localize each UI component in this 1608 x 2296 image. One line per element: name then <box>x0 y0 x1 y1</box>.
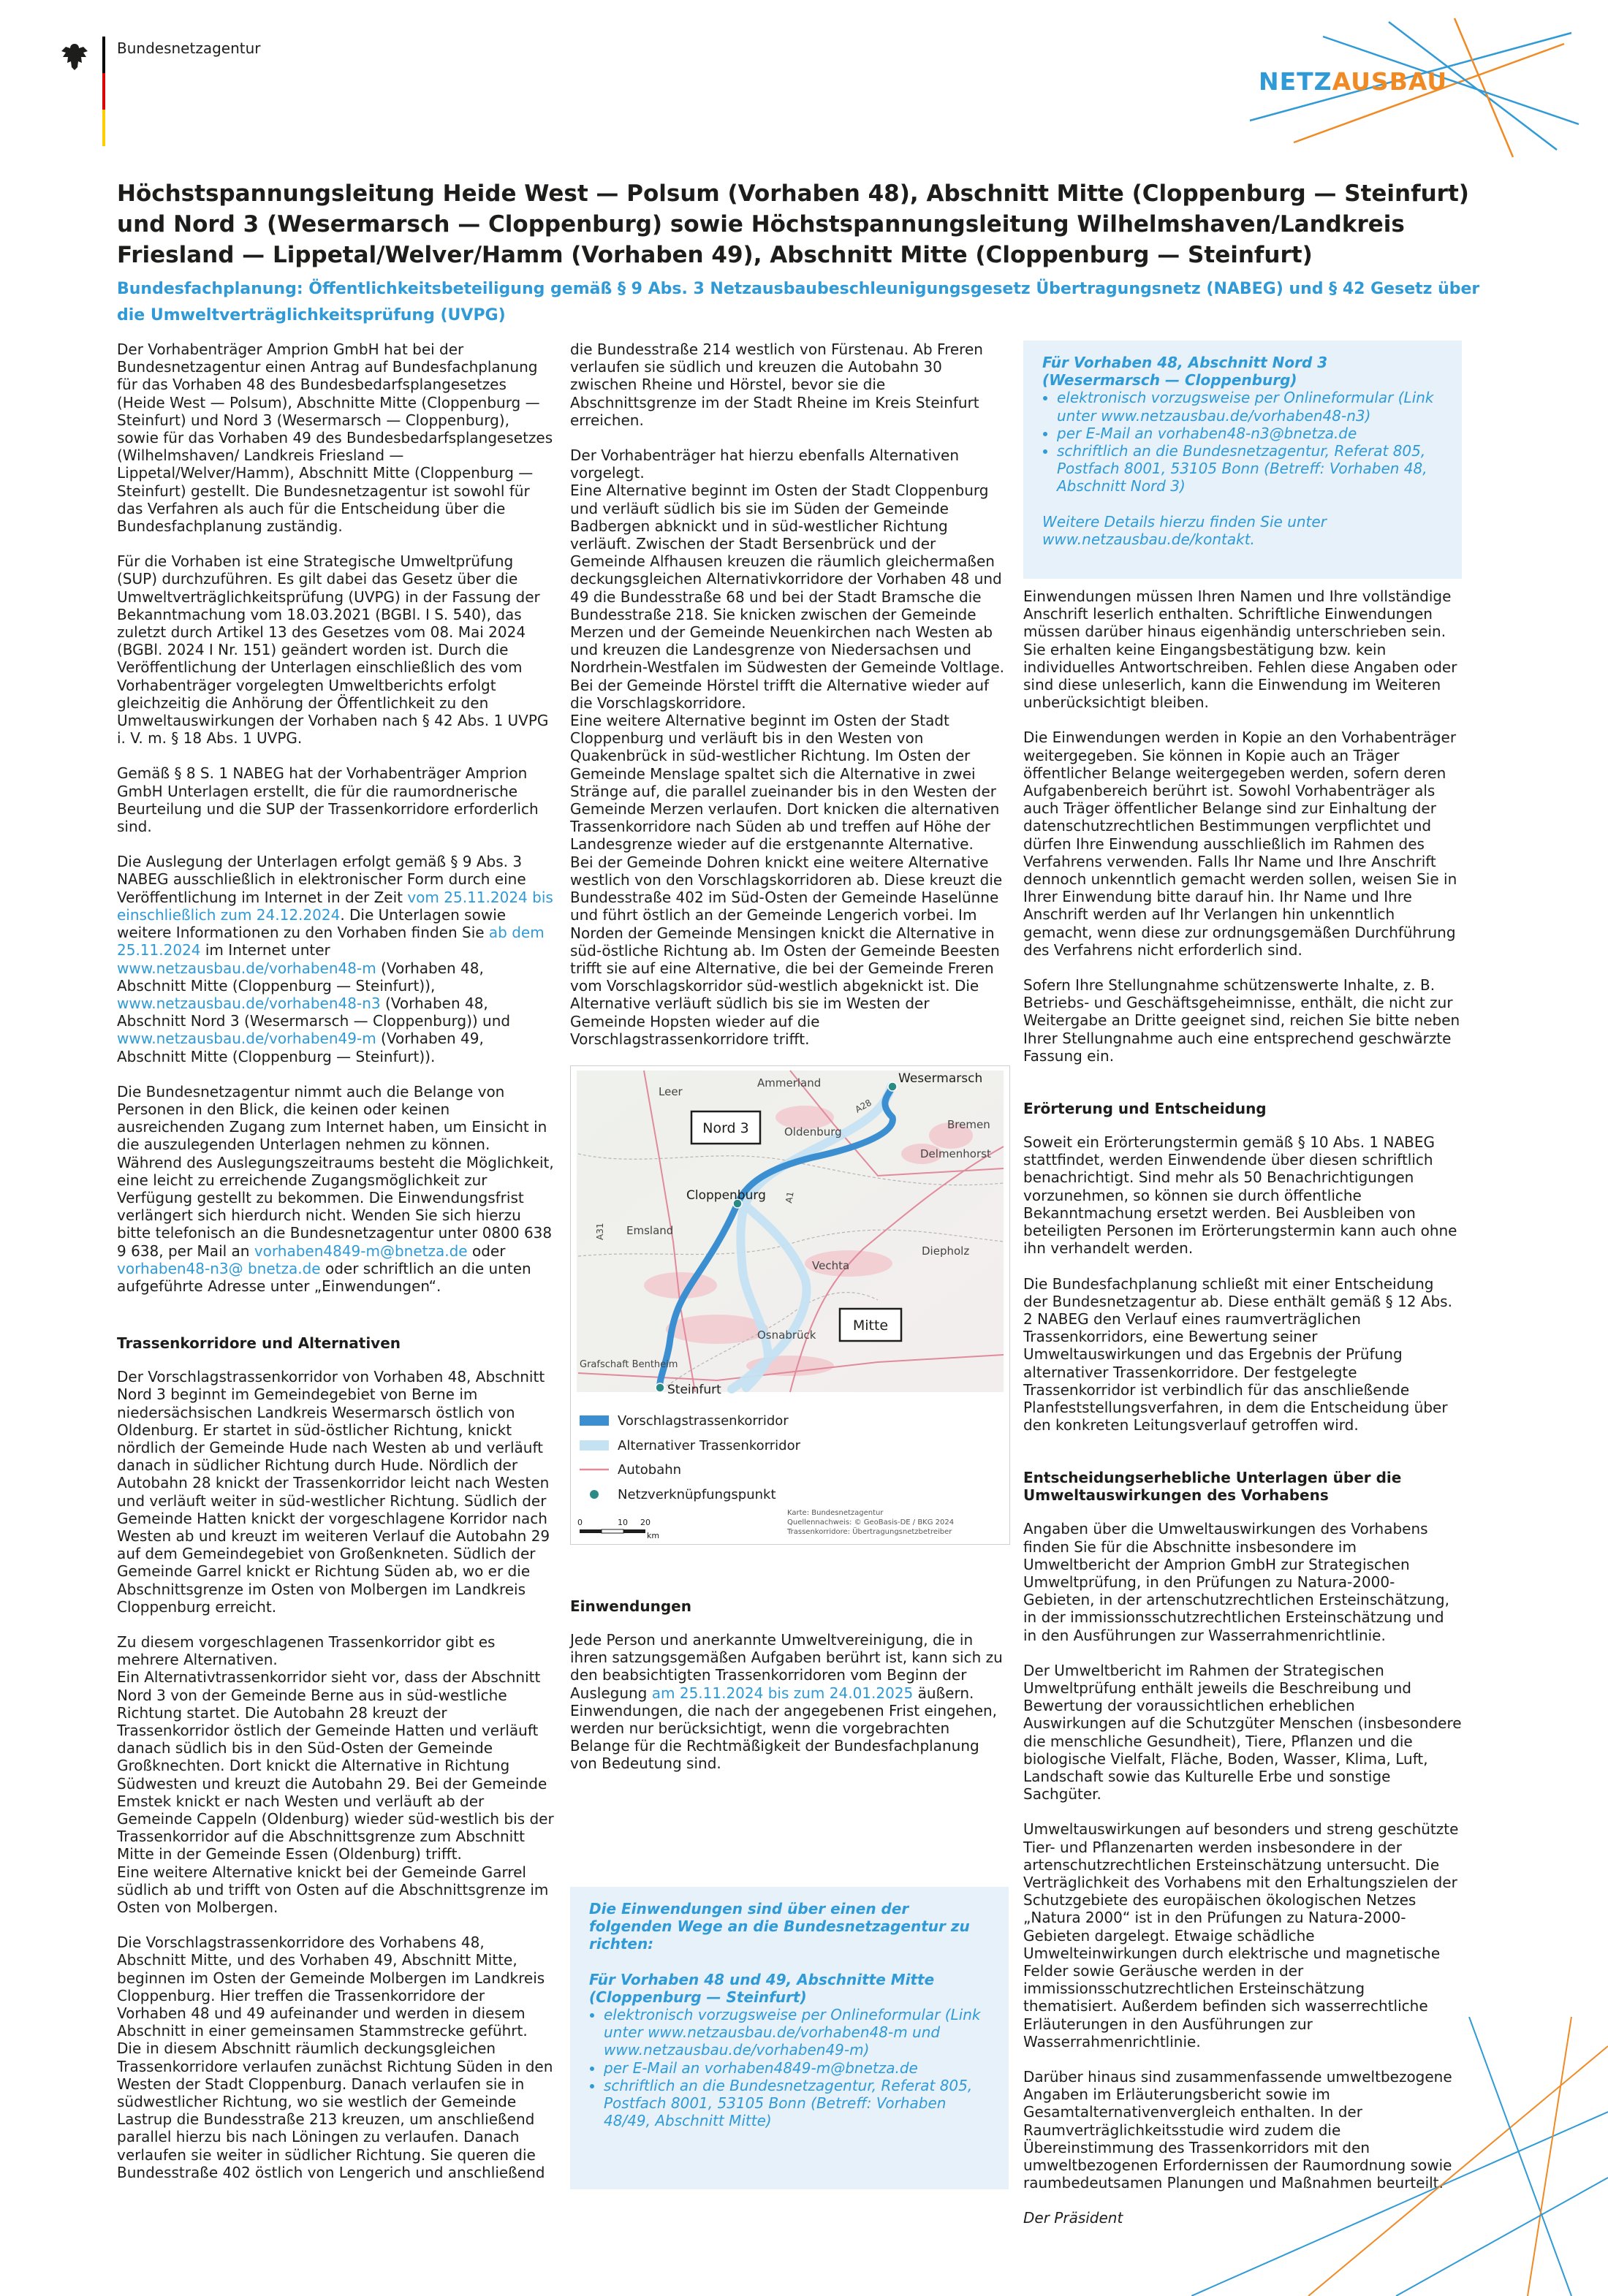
infobox-item-email[interactable]: • per E-Mail an vorhaben48-n3@bnetza.de <box>1057 425 1443 442</box>
section-label-nord3: Nord 3 <box>702 1120 749 1136</box>
page-subtitle: Bundesfachplanung: Öffentlichkeitsbeteiligung gemäß § 9 Abs. 3 Netzausbaubeschleunigungsgesetz Übertragungsnetz (NABEG) und § 42 Gesetz über die Umweltverträglichkeitsprüfung (UVPG) <box>117 280 1480 324</box>
label-a31: A31 <box>595 1223 605 1240</box>
col3-paragraph-4: Soweit ein Erörterungstermin gemäß § 10 Abs. 1 NABEG stattfindet, werden Einwendende über diesen schriftlich benachrichtigt. Sind mehr als 50 Benachrichtigungen vorzunehmen, so können sie durch öffentliche Bekanntmachung ersetzt werden. Bei Ausbleiben von beteiligten Personen im Erörterungstermin kann auch ohne ihn verhandelt werden. <box>1023 1133 1457 1258</box>
col2-paragraph-2: Der Vorhabenträger hat hierzu ebenfalls Alternativen vorgelegt. <box>570 446 960 482</box>
agency-header <box>58 37 261 146</box>
email-link-4849[interactable]: vorhaben4849-m@bnetza.de <box>254 1242 468 1260</box>
infobox-intro: Die Einwendungen sind über einen der folgenden Wege an die Bundesnetzagentur zu richten: <box>589 1900 970 1953</box>
col3-paragraph-3: Sofern Ihre Stellungnahme schützenswerte Inhalte, z. B. Betriebs- und Geschäftsgeheimnisse, enthält, die nicht zur Weitergabe an Dritte geeignet sind, reichen Sie bitte neben Ihrer Stellungnahme auch eine entsprechend geschwärzte Fassung ein. <box>1023 976 1460 1065</box>
col3-paragraph-7: Der Umweltbericht im Rahmen der Strategischen Umweltprüfung enthält jeweils die Beschreibung und Bewertung der voraussichtlichen erheblichen Auswirkungen auf die Schutzgüter Menschen (insbesondere die menschliche Gesundheit), Tiere, Pflanzen und die biologische Vielfalt, Fläche, Boden, Wasser, Klima, Luft, Landschaft sowie das Kulturelle Erbe und sonstige Sachgüter. <box>1023 1661 1462 1803</box>
svg-text:Karte: Bundesnetzagentur: Karte: Bundesnetzagentur <box>787 1509 884 1517</box>
col3-paragraph-5: Die Bundesfachplanung schließt mit einer Entscheidung der Bundesnetzagentur ab. Diese enthält gemäß § 12 Abs. 2 NABEG den Verlauf eines raumverträglichen Trassenkorridors, eine Bewertung seiner Umweltauswirkungen und das Ergebnis der Prüfung alternativer Trassenkorridore. Der festgelegte Trassenkorridor ist verbindlich für das anschließende Planfeststellungsverfahren, in dem die Entscheidung über den konkreten Leitungsverlauf getroffen wird. <box>1023 1274 1452 1434</box>
heading-einwendungen: Einwendungen <box>570 1597 691 1615</box>
svg-text:20: 20 <box>640 1518 651 1527</box>
col2-paragraph-3: Eine Alternative beginnt im Osten der Stadt Cloppenburg und verläuft südlich bis sie im Süden der Gemeinde Badbergen abknickt und in süd-westlicher Richtung verläuft. Zwischen der Stadt Bersenbrück und der Gemeinde Alfhausen kreuzen die räumlich gleichermaßen deckungsgleichen Alternativkorridore der Vorhaben 48 und 49 die Bundesstraße 68 und bei der Stadt Bramsche die Bundesstraße 218. Sie knicken zwischen der Gemeinde Merzen und der Gemeinde Neuenkirchen nach Westen ab und kreuzen die Landesgrenze von Niedersachsen und Nordrhein-Westfalen im Südwesten der Gemeinde Voltlage. Bei der Gemeinde Hörstel trifft die Alternative wieder auf die Vorschlagskorridore. <box>570 482 1005 712</box>
col2-paragraph-4: Eine weitere Alternative beginnt im Osten der Stadt Cloppenburg und verläuft bis in den Westen von Quakenbrück in süd-westlicher Richtung. Im Osten der Gemeinde Menslage spaltet sich die Alternative in zwei Stränge auf, die parallel zueinander bis in den Westen der Gemeinde Merzen verlaufen. Dort knicken die alternativen Trassenkorridore nach Süden ab und treffen auf Höhe der Landesgrenze wieder auf die erstgenannte Alternative. <box>570 712 1000 854</box>
svg-text:0: 0 <box>577 1518 583 1527</box>
trassen-paragraph-5: Die Vorschlagstrassenkorridore des Vorhabens 48, Abschnitt Mitte, und des Vorhaben 49, Abschnitt Mitte, beginnen im Osten der Gemeinde Molbergen im Landkreis Cloppenburg. Hier treffen die Trassenkorridore der Vorhaben 48 und 49 aufeinander und werden in diesem Abschnitt in einer gemeinsamen Stammstrecke geführt. Die in diesem Abschnitt räumlich deckungsgleichen Trassenkorridore verlaufen zunächst Richtung Süden in den Westen der Stadt Cloppenburg. Danach verlaufen sie in südwestlicher Richtung, wo sie westlich der Gemeinde Lastrup die Bundesstraße 213 kreuzen, um anschließend parallel hierzu bis nach Löningen zu verlaufen. Danach verlaufen sie weiter in südlicher Richtung. Sie queren die Bundesstraße 402 östlich von Lengerich und anschließend <box>117 1934 553 2181</box>
heading-unterlagen: Entscheidungserhebliche Unterlagen über die Umweltauswirkungen des Vorhabens <box>1023 1469 1402 1505</box>
german-flag-bar <box>102 37 105 146</box>
label-vechta: Vechta <box>812 1259 850 1272</box>
auslegung-start: ab dem 25.11.2024 <box>117 924 545 959</box>
infobox-heading: Für Vorhaben 48, Abschnitt Nord 3 (Wesermarsch — Cloppenburg) <box>1042 354 1328 389</box>
sup-paragraph: Für die Vorhaben ist eine Strategische Umweltprüfung (SUP) durchzuführen. Es gilt dabei das Gesetz über die Umweltverträglichkeitsprüfung (UVPG) in der Fassung der Bekanntmachung vom 18.03.2021 (BGBl. I S. 540), das zuletzt durch Artikel 13 des Gesetzes vom 08. Mai 2024 (BGBl. 2024 I Nr. 151) geändert worden ist. Durch die Veröffentlichung der Unterlagen einschließlich des vom Vorhabenträger vorgelegten Umweltberichts erfolgt gleichzeitig die Anhörung der Öffentlichkeit zu den Umweltauswirkungen der Vorhaben nach § 42 Abs. 1 UVPG i. V. m. § 18 Abs. 1 UVPG. <box>117 552 549 748</box>
legend-swatch-alternative <box>580 1440 609 1451</box>
infobox-item-online[interactable]: • elektronisch vorzugsweise per Onlineformular (Link unter www.netzausbau.de/vorhaben48-n3) <box>1057 389 1443 424</box>
decorative-lines-icon <box>1191 2017 1608 2296</box>
trassen-paragraph-3: Ein Alternativtrassenkorridor sieht vor, dass der Abschnitt Nord 3 von der Gemeinde Berne aus in süd-westliche Richtung startet. Die Autobahn 28 kreuzt der Trassenkorridor östlich der Gemeinde Hatten und verläuft danach südlich bis in den Süd-Osten der Gemeinde Großknechten. Dort knickt die Alternative in Richtung Südwesten und kreuzt die Autobahn 29. Bei der Gemeinde Emstek knickt er nach Westen und verläuft ab der Gemeinde Cappeln (Oldenburg) wieder süd-westlich bis der Trassenkorridor auf die Abschnittsgrenze zum Abschnitt Mitte in der Gemeinde Essen (Oldenburg) trifft. <box>117 1668 554 1863</box>
auslegung-period: vom 25.11.2024 bis einschließlich zum 24.12.2024 <box>117 888 553 924</box>
infobox-item-online[interactable]: • elektronisch vorzugsweise per Onlineformular (Link unter www.netzausbau.de/vorhaben48-m und www.netzausbau.de/vorhaben49-m) <box>604 2006 990 2059</box>
label-a1: A1 <box>784 1190 796 1204</box>
col2-paragraph-5: Bei der Gemeinde Dohren knickt eine weitere Alternative westlich von den Vorschlagskorridoren ab. Diese kreuzt die Bundesstraße 402 im Süd-Osten der Gemeinde Haselünne und führt östlich an der Gemeinde Lengerich vorbei. Im Norden der Gemeinde Mensingen knickt die Alternative in süd-östliche Richtung ab. Im Osten der Gemeinde Beesten trifft sie auf eine Alternative, die bei der Gemeinde Freren vom Vorschlagskorridor süd-westlich abgeknickt ist. Die Alternative verläuft südlich bis sie im Westen der Gemeinde Hopsten wieder auf die Vorschlagstrassenkorridore trifft. <box>570 853 1003 1048</box>
infobox-item-post: • schriftlich an die Bundesnetzagentur, Referat 805, Postfach 8001, 53105 Bonn (Betreff: Vorhaben 48, Abschnitt Nord 3) <box>1057 442 1443 495</box>
col3-paragraph-2: Die Einwendungen werden in Kopie an den Vorhabenträger weitergegeben. Sie können in Kopie auch an Träger öffentlicher Belange weitergegeben werden, sofern deren Aufgabenbereich berührt ist. Sowohl Vorhabenträger als auch Träger öffentlicher Belange sind zur Einhaltung der datenschutzrechtlichen Bestimmungen verpflichtet und dürfen Ihre Einwendung ausschließlich im Rahmen des Verfahrens verwenden. Falls Ihr Name und Ihre Anschrift dennoch unkenntlich gemacht werden sollen, weisen Sie in Ihrer Einwendung bitte darauf hin. Ihr Name und Ihre Anschrift werden auf Ihr Verlangen hin unkenntlich gemacht, wenn diese zur ordnungsgemäßen Durchführung des Verfahrens nicht erforderlich sind. <box>1023 729 1457 959</box>
label-steinfurt: Steinfurt <box>667 1383 721 1397</box>
access-paragraph: Die Bundesnetzagentur nimmt auch die Belange von Personen in den Blick, die keinen oder keinen ausreichenden Zugang zum Internet haben, um Einsicht in die auszulegenden Unterlagen nehmen zu können. Während des Auslegungszeitraums besteht die Möglichkeit, eine leicht zu erreichende Zugangsmöglichkeit zur Verfügung gestellt zu bekommen. Die Einwendungsfrist verlängert sich hierdurch nicht. Wenden Sie sich hierzu bitte telefonisch an die Bundesnetzagentur unter 0800 638 9 638, per Mail an vorhaben4849-m@bnetza.de oder vorhaben48-n3@ bnetza.de oder schriftlich an die unten aufgeführte Adresse unter „Einwendungen“. <box>117 1082 554 1295</box>
label-grafschaft: Grafschaft Bentheim <box>580 1359 678 1370</box>
legend-label-proposed: Vorschlagstrassenkorridor <box>618 1413 789 1429</box>
column-2 <box>570 341 1009 1065</box>
section-label-mitte: Mitte <box>852 1318 889 1334</box>
auslegung-paragraph: Die Auslegung der Unterlagen erfolgt gemäß § 9 Abs. 3 NABEG ausschließlich in elektronischer Form durch eine Veröffentlichung im Internet in der Zeit vom 25.11.2024 bis einschließlich zum 24.12.2024. Die Unterlagen sowie weitere Informationen zu den Vorhaben finden Sie ab dem 25.11.2024 im Internet unter www.netzausbau.de/vorhaben48-m (Vorhaben 48, Abschnitt Mitte (Cloppenburg — Steinfurt)), www.netzausbau.de/vorhaben48-n3 (Vorhaben 48, Abschnitt Nord 3 (Wesermarsch — Cloppenburg)) und www.netzausbau.de/vorhaben49-m (Vorhaben 49, Abschnitt Mitte (Cloppenburg — Steinfurt)). <box>117 853 553 1065</box>
label-a28: A28 <box>853 1097 873 1115</box>
einwendungen-paragraph: Jede Person und anerkannte Umweltvereinigung, die in ihren satzungsgemäßen Aufgaben berührt ist, kann sich zu den beabsichtigten Trassenkorridoren vom Beginn der Auslegung am 25.11.2024 bis zum 24.01.2025 äußern. Einwendungen, die nach der angegebenen Frist eingehen, werden nur berücksichtigt, wenn die vorgebrachten Belange für die Rechtmäßigkeit der Bundesfachplanung von Bedeutung sind. <box>570 1631 1003 1773</box>
einwendungen-section <box>570 1597 1009 1790</box>
email-link-48-n3[interactable]: vorhaben48-n3@ bnetza.de <box>117 1259 321 1277</box>
column-1 <box>117 341 555 2199</box>
label-leer: Leer <box>659 1085 683 1098</box>
infobox-vorhaben48-n3 <box>1023 341 1462 579</box>
trassen-paragraph-4: Eine weitere Alternative knickt bei der Gemeinde Garrel südlich ab und trifft von Osten auf die Abschnittsgrenze im Osten von Molbergen. <box>117 1863 549 1917</box>
corridor-map-svg <box>571 1066 1009 1544</box>
col3-paragraph-1: Einwendungen müssen Ihren Namen und Ihre vollständige Anschrift leserlich enthalten. Schriftliche Einwendungen müssen darüber hinaus eigenhändig unterschrieben sein. Sie erhalten keine Eingangsbestätigung bzw. kein individuelles Antwortschreiben. Fehlen diese Angaben oder sind diese unleserlich, kann die Einwendung im Weiteren unberücksichtigt bleiben. <box>1023 588 1457 712</box>
link-vorhaben48-n3[interactable]: www.netzausbau.de/vorhaben48-n3 <box>117 994 381 1012</box>
label-delmenhorst: Delmenhorst <box>920 1147 991 1160</box>
label-diepholz: Diepholz <box>922 1244 970 1258</box>
einwendungsfrist: am 25.11.2024 bis zum 24.01.2025 <box>651 1684 914 1702</box>
col2-paragraph-1: die Bundesstraße 214 westlich von Fürstenau. Ab Freren verlaufen sie südlich und kreuzen die Autobahn 30 zwischen Rheine und Hörstel, bevor sie die Abschnittsgrenze im der Stadt Rheine im Kreis Steinfurt erreichen. <box>570 341 983 429</box>
signature: Der Präsident <box>1023 2209 1123 2227</box>
legend-swatch-gridpoint <box>590 1490 599 1499</box>
label-wesermarsch: Wesermarsch <box>898 1071 983 1086</box>
label-bremen: Bremen <box>947 1118 990 1131</box>
netzausbau-wordmark: NETZAUSBAU <box>1259 67 1448 96</box>
netzausbau-logo <box>1206 15 1586 161</box>
label-osnabrueck: Osnabrück <box>757 1328 816 1342</box>
legend-swatch-proposed <box>580 1415 609 1426</box>
heading-trassenkorridore: Trassenkorridore und Alternativen <box>117 1334 401 1353</box>
link-vorhaben49-m[interactable]: www.netzausbau.de/vorhaben49-m <box>117 1030 376 1048</box>
svg-text:Quellennachweis: © GeoBasis-DE: Quellennachweis: © GeoBasis-DE / BKG 2024 <box>787 1518 955 1527</box>
infobox-note[interactable]: Weitere Details hierzu finden Sie unter www.netzausbau.de/kontakt. <box>1042 512 1327 548</box>
legend-label-autobahn: Autobahn <box>618 1462 682 1478</box>
legend-label-gridpoint: Netzverknüpfungspunkt <box>618 1487 776 1502</box>
page-title: Höchstspannungsleitung Heide West — Polsum (Vorhaben 48), Abschnitt Mitte (Cloppenburg — Steinfurt) und Nord 3 (Wesermarsch — Cloppenburg) sowie Höchstspannungsleitung Wilhelmshaven/Landkreis Friesland — Lippetal/Welver/Hamm (Vorhaben 49), Abschnitt Mitte (Cloppenburg — Steinfurt) <box>117 180 1469 268</box>
label-ammerland: Ammerland <box>757 1076 822 1090</box>
svg-text:10: 10 <box>618 1518 628 1527</box>
corridor-map <box>570 1065 1010 1545</box>
infobox-item-email[interactable]: • per E-Mail an vorhaben4849-m@bnetza.de <box>604 2059 990 2077</box>
column-3 <box>1023 588 1462 2245</box>
trassen-paragraph-1: Der Vorschlagstrassenkorridor von Vorhaben 48, Abschnitt Nord 3 beginnt im Gemeindegebiet von Berne im niedersächsischen Landkreis Wesermarsch östlich von Oldenburg. Er startet in süd-östlicher Richtung, knickt nördlich der Gemeinde Hude nach Westen ab und verläuft danach in südlicher Richtung durch Hude. Nördlich der Autobahn 28 knickt der Trassenkorridor leicht nach Westen und verläuft weiter in süd-westlicher Richtung. Südlich der Gemeinde Hatten knickt der vorgeschlagene Korridor nach Westen ab und kreuzt im weiteren Verlauf die Autobahn 29 auf dem Gemeindegebiet von Großenkneten. Südlich der Gemeinde Garrel knickt er Richtung Süden ab, wo er die Abschnittsgrenze im Osten von Molbergen im Landkreis Cloppenburg erreicht. <box>117 1368 550 1616</box>
svg-text:km: km <box>647 1531 660 1540</box>
infobox-vorhaben4849 <box>570 1887 1009 2189</box>
label-oldenburg: Oldenburg <box>784 1125 842 1139</box>
col3-paragraph-9: Darüber hinaus sind zusammenfassende umweltbezogene Angaben im Erläuterungsbericht sowie im Gesamtalternativenvergleich enthalten. In der Raumverträglichkeitsstudie wird zudem die Übereinstimmung des Trassenkorridors mit den umweltbezogenen Erfordernissen der Raumordnung sowie raumbedeutsamen Planungen und Maßnahmen beurteilt. <box>1023 2068 1452 2192</box>
federal-eagle-icon <box>58 41 91 73</box>
heading-eroerterung: Erörterung und Entscheidung <box>1023 1100 1267 1118</box>
trassen-paragraph-2: Zu diesem vorgeschlagenen Trassenkorridor gibt es mehrere Alternativen. <box>117 1633 496 1669</box>
svg-text:Trassenkorridore: Übertragungs: Trassenkorridore: Übertragungsnetzbetreiber <box>787 1528 952 1536</box>
nabeg-paragraph: Gemäß § 8 S. 1 NABEG hat der Vorhabenträger Amprion GmbH Unterlagen erstellt, die für die raumordnerische Beurteilung und die SUP der Trassenkorridore erforderlich sind. <box>117 764 539 836</box>
col3-paragraph-8: Umweltauswirkungen auf besonders und streng geschützte Tier- und Pflanzenarten werden insbesondere in der artenschutzrechtlichen Ersteinschätzung untersucht. Die Verträglichkeit des Vorhabens mit den Erhaltungszielen der Schutzgebiete des europäischen ökologischen Netzes „Natura 2000“ ist in den Prüfungen zu Natura-2000-Gebieten dargelegt. Etwaige schädliche Umwelteinwirkungen durch elektrische und magnetische Felder sowie Geräusche werden in der immissionsschutzrechtlichen Ersteinschätzung thematisiert. Außerdem befinden sich wasserrechtliche Erläuterungen in den Ausführungen zur Wasserrahmenrichtlinie. <box>1023 1820 1459 2050</box>
legend-label-alternative: Alternativer Trassenkorridor <box>618 1438 801 1453</box>
agency-name: Bundesnetzagentur <box>117 39 261 57</box>
intro-paragraph: Der Vorhabenträger Amprion GmbH hat bei der Bundesnetzagentur einen Antrag auf Bundesfachplanung für das Vorhaben 48 des Bundesbedarfsplangesetzes (Heide West — Polsum), Abschnitte Mitte (Cloppenburg — Steinfurt) und Nord 3 (Wesermarsch — Cloppenburg), sowie für das Vorhaben 49 des Bundesbedarfsplangesetzes (Wilhelmshaven/ Landkreis Friesland — Lippetal/Welver/Hamm), Abschnitt Mitte (Cloppenburg — Steinfurt) gestellt. Die Bundesnetzagentur ist sowohl für das Verfahren als auch für die Entscheidung über die Bundesfachplanung zuständig. <box>117 341 553 536</box>
col3-paragraph-6: Angaben über die Umweltauswirkungen des Vorhabens finden Sie für die Abschnitte insbesondere im Umweltbericht der Amprion GmbH zur Strategischen Umweltprüfung, in den Prüfungen zu Natura-2000-Gebieten, in der artenschutzrechtlichen Ersteinschätzung, in der immissionsschutzrechtlichen Ersteinschätzung und in den Ausführungen zur Wasserrahmenrichtlinie. <box>1023 1520 1449 1644</box>
label-cloppenburg: Cloppenburg <box>686 1188 766 1203</box>
infobox-item-post: • schriftlich an die Bundesnetzagentur, Referat 805, Postfach 8001, 53105 Bonn (Betreff: Vorhaben 48/49, Abschnitt Mitte) <box>604 2077 990 2130</box>
link-vorhaben48-m[interactable]: www.netzausbau.de/vorhaben48-m <box>117 959 376 977</box>
infobox-heading: Für Vorhaben 48 und 49, Abschnitte Mitte (Cloppenburg — Steinfurt) <box>589 1970 935 2006</box>
label-emsland: Emsland <box>626 1224 674 1237</box>
